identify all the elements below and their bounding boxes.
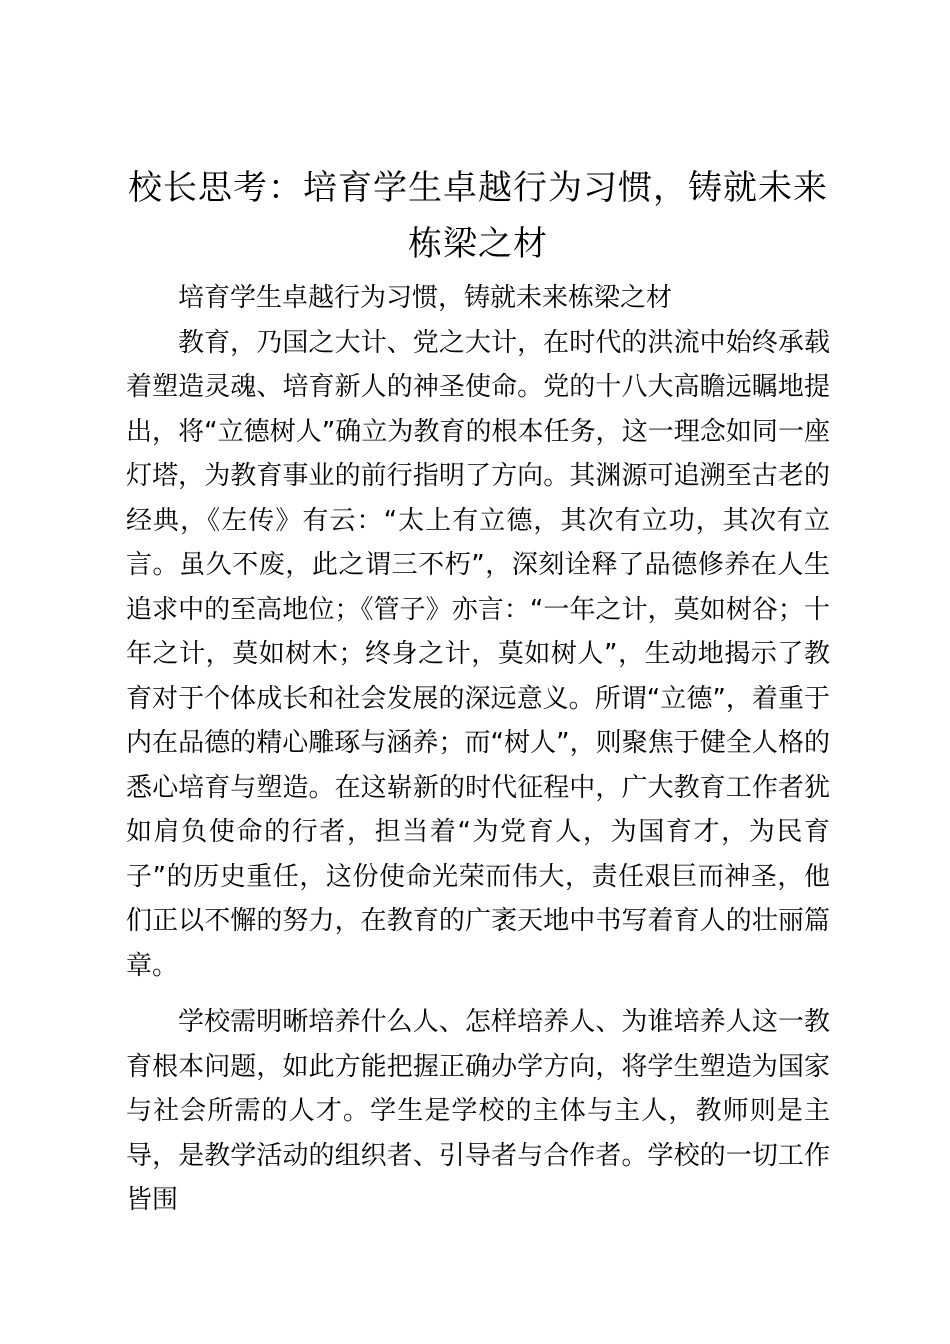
document-page bbox=[126, 160, 830, 1223]
paragraph-subtitle: 培育学生卓越行为习惯，铸就未来栋梁之材 bbox=[178, 283, 673, 313]
document-title: 校长思考：培育学生卓越行为习惯，铸就未来栋梁之材 bbox=[128, 168, 828, 264]
paragraph-1: 教育，乃国之大计、党之大计，在时代的洪流中始终承载着塑造灵魂、培育新人的神圣使命。党的十八大高瞻远瞩地提出，将“立德树人”确立为教育的根本任务，这一理念如同一座灯塔，为教育事业的前行指明了方向。其渊源可追溯至古老的经典，《左传》有云：“太上有立德，其次有立功，其次有立言。虽久不废，此之谓三不朽”，深刻诠释了品德修养在人生追求中的至高地位；《管子》亦言：“一年之计，莫如树谷；十年之计，莫如树木；终身之计，莫如树人”，生动地揭示了教育对于个体成长和社会发展的深远意义。所谓“立德”，着重于内在品德的精心雕琢与涵养；而“树人”，则聚焦于健全人格的悉心培育与塑造。在这崭新的时代征程中，广大教育工作者犹如肩负使命的行者，担当着“为党育人，为国育才，为民育子”的历史重任，这份使命光荣而伟大，责任艰巨而神圣，他们正以不懈的努力，在教育的广袤天地中书写着育人的壮丽篇章。 bbox=[126, 327, 830, 981]
paragraph-2: 学校需明晰培养什么人、怎样培养人、为谁培养人这一教育根本问题，如此方能把握正确办学方向，将学生塑造为国家与社会所需的人才。学生是学校的主体与主人，教师则是主导，是教学活动的组织者、引导者与合作者。学校的一切工作皆围 bbox=[126, 1007, 830, 1215]
